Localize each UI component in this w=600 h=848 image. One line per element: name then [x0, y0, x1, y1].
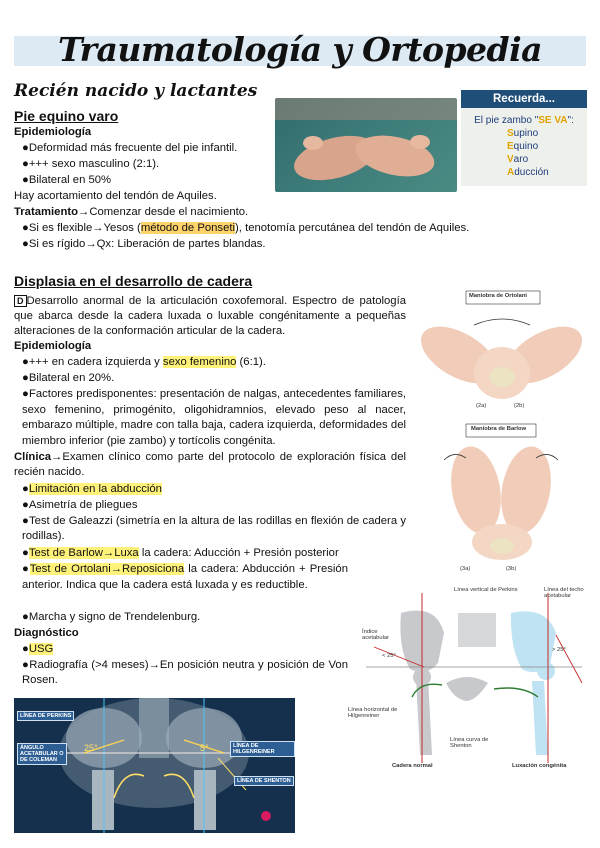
- ddc-heading: Displasia en el desarrollo de cadera: [14, 273, 253, 289]
- diagram-normal: Cadera normal: [392, 763, 433, 769]
- diagram-techo: Línea del techo acetabular: [544, 587, 584, 599]
- ddc-clin-4: ●Test de Barlow→Luxa la cadera: Aducción + Presión posterior: [22, 547, 339, 559]
- barlow-title: Maniobra de Barlow: [471, 426, 527, 432]
- pev-heading: Pie equino varo: [14, 108, 119, 124]
- ddc-dx-2: ●Radiografía (>4 meses)→En posición neutra y posición de Von Rosen.: [22, 659, 348, 686]
- diagram-lt25: < 25°: [382, 653, 396, 659]
- xray-label-hilgenreiner: LÍNEA DE HILGENREINER: [230, 741, 295, 757]
- ddc-clin-3: ●Test de Galeazzi (simetría en la altura de las rodillas en flexión de cadera y rodillas).: [22, 515, 406, 542]
- ddc-dx-label: Diagnóstico: [14, 627, 79, 639]
- ortolani-title: Maniobra de Ortolani: [469, 293, 527, 299]
- hip-diagram: [346, 585, 592, 775]
- ddc-clin-6: ●Marcha y signo de Trendelenburg.: [22, 611, 201, 623]
- diagram-gt25: > 25°: [552, 647, 566, 653]
- section-subtitle: Recién nacido y lactantes: [14, 81, 258, 101]
- clubfoot-photo: [275, 98, 457, 192]
- ortolani-figure: [414, 285, 588, 415]
- xray-label-perkins: LÍNEA DE PERKINS: [17, 711, 74, 721]
- definition-icon: D: [14, 295, 27, 307]
- diagram-perkins: Línea vertical de Perkins: [454, 587, 518, 593]
- ddc-epi-3: ●Factores predisponentes: presentación de nalgas, antecedentes familiares, sexo femenino, primogénito, oligohidramnios, elevado peso al nacer, embarazo múltiple, madre con talla baja, cadera izquierda, deformidades del miembro inferior (pie zambo) y tortícolis congénita.: [22, 388, 406, 447]
- recuerda-header: Recuerda...: [461, 90, 587, 108]
- ddc-clin-1: ●Limitación en la abducción: [22, 483, 162, 495]
- recuerda-box: [461, 90, 587, 186]
- diagram-shenton: Línea curva de Shenton: [450, 737, 489, 749]
- pev-aquiles: Hay acortamiento del tendón de Aquiles.: [14, 190, 217, 202]
- barlow-cap-a: (3a): [460, 566, 471, 572]
- diagram-hilgenreiner: Línea horizontal de Hilgenreiner: [348, 707, 398, 719]
- recuerda-word-1: Supino: [507, 128, 539, 139]
- ortolani-cap-a: (2a): [476, 403, 487, 409]
- pev-bullet-3: ●Bilateral en 50%: [22, 174, 112, 186]
- ddc-epi-2: ●Bilateral en 20%.: [22, 372, 115, 384]
- diagram-luxacion: Luxación congénita: [512, 763, 567, 769]
- pev-rigido: ●Si es rígido→Qx: Liberación de partes blandas.: [22, 238, 266, 250]
- ddc-dx-1: ●USG: [22, 643, 54, 655]
- pev-tratamiento: Tratamiento→Comenzar desde el nacimiento.: [14, 206, 249, 218]
- pev-bullet-2: ●+++ sexo masculino (2:1).: [22, 158, 160, 170]
- recuerda-word-4: Aducción: [507, 167, 549, 178]
- barlow-figure: [414, 420, 588, 580]
- xray-angle-right: 5°: [200, 743, 209, 753]
- ddc-epi-label: Epidemiología: [14, 340, 92, 352]
- ortolani-cap-b: (2b): [514, 403, 525, 409]
- recuerda-word-3: Varo: [507, 154, 529, 165]
- diagram-indice: Índice acetabular: [362, 629, 390, 641]
- pev-flexible: ●Si es flexible→Yesos (método de Ponseti), tenotomía percutánea del tendón de Aquiles.: [22, 222, 470, 234]
- xray-label-shenton: LÍNEA DE SHENTON: [234, 776, 294, 786]
- recuerda-line: El pie zambo "SE VA":: [474, 115, 574, 126]
- ddc-clin-5: ●Test de Ortolani→Reposiciona la cadera: Abducción + Presión anterior. Indica que la cadera está luxada y es reductible.: [22, 563, 348, 591]
- ddc-definition: D Desarrollo anormal de la articulación coxofemoral. Espectro de patología que abarca desde la cadera luxada o luxable congénitamente a pequeñas alteraciones de la conformación articular de la cadera.: [14, 295, 406, 337]
- pev-bullet-1: ●Deformidad más frecuente del pie infantil.: [22, 142, 238, 154]
- ddc-clin-2: ●Asimetría de pliegues: [22, 499, 138, 511]
- ddc-epi-1: ●+++ en cadera izquierda y sexo femenino (6:1).: [22, 356, 266, 368]
- recuerda-word-2: Equino: [507, 141, 539, 152]
- xray-angle-left: 25°: [84, 743, 98, 753]
- barlow-cap-b: (3b): [506, 566, 517, 572]
- page-title: Traumatología y Ortopedia: [57, 30, 543, 69]
- xray-label-coleman: ÁNGULO ACETABULAR O DE COLEMAN: [17, 743, 67, 765]
- pev-epi-label: Epidemiología: [14, 126, 92, 138]
- pelvis-xray: [14, 698, 295, 833]
- ddc-clinica: Clínica→Examen clínico como parte del protocolo de exploración física del recién nacido.: [14, 451, 406, 478]
